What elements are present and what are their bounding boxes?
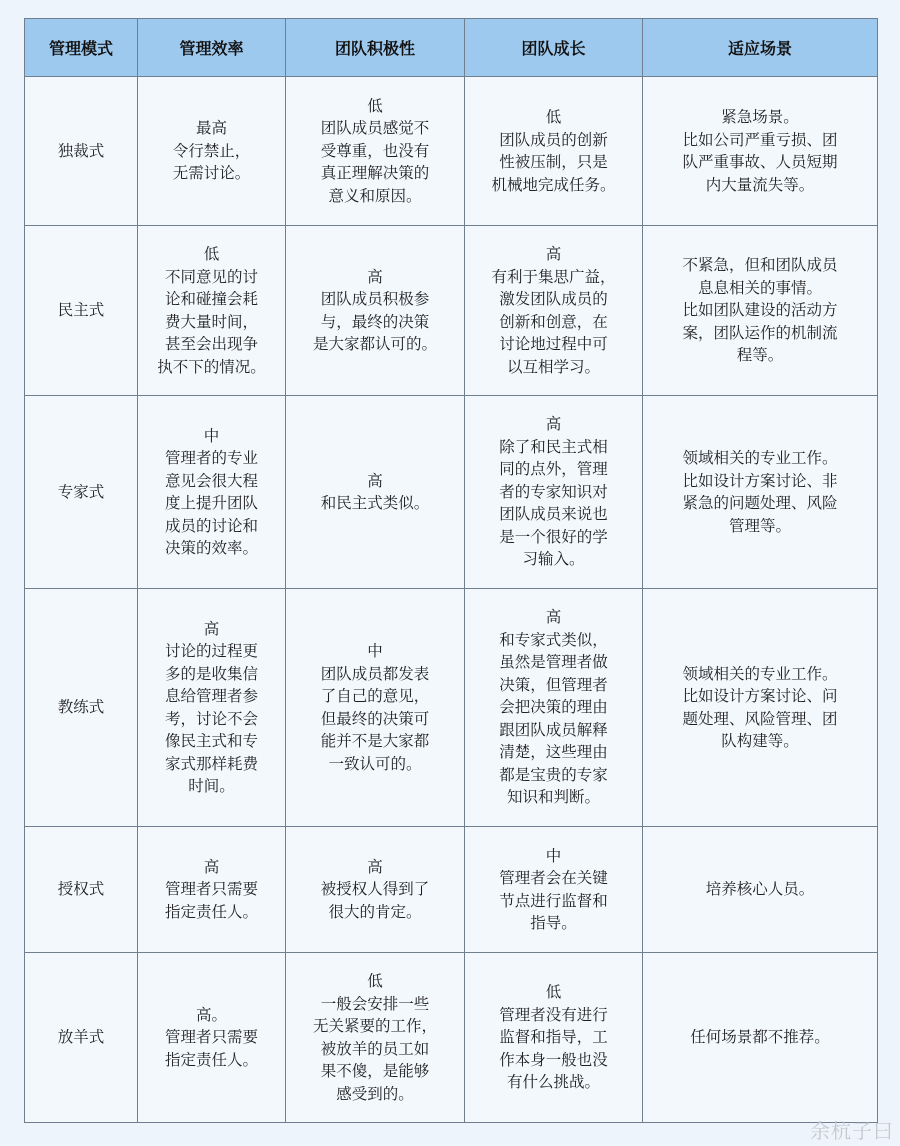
scenario-cell [643,589,878,827]
comparison-table-container [24,18,878,1123]
scenario-cell [643,77,878,226]
growth-cell [465,589,643,827]
efficiency-cell [138,77,286,226]
table-row [25,589,878,827]
growth-text: 中 管理者会在关键 节点进行监督和 指导。 [499,846,608,932]
mode-cell [25,226,138,396]
efficiency-cell [138,589,286,827]
efficiency-text: 低 不同意见的讨 论和碰撞会耗 费大量时间， 甚至会出现争 执不下的情况。 [157,245,266,376]
header-scenario: 适应场景 [643,19,878,77]
header-row [25,19,878,77]
mode-text: 民主式 [57,301,105,320]
morale-cell [286,589,465,827]
growth-text: 高 除了和民主式相 同的点外，管理 者的专家知识对 团队成员来说也 是一个很好的学 习输入。 [499,415,608,569]
efficiency-text: 高。 管理者只需要 指定责任人。 [164,1005,258,1069]
morale-text: 高 被授权人得到了 很大的肯定。 [320,857,430,921]
efficiency-text: 高 管理者只需要 指定责任人。 [164,857,258,921]
efficiency-cell [138,396,286,589]
mode-cell [25,589,138,827]
table-row [25,827,878,953]
table-row [25,226,878,396]
header-mode: 管理模式 [25,19,138,77]
morale-cell [286,226,465,396]
watermark: 余杭子曰 [810,1119,894,1143]
mode-text: 教练式 [57,698,105,717]
morale-text: 高 和民主式类似。 [320,471,430,512]
scenario-text: 不紧急，但和团队成员 息息相关的事情。 比如团队建设的活动方 案，团队运作的机制流 程等。 [682,256,838,365]
header-morale: 团队积极性 [286,19,465,77]
morale-text: 低 团队成员感觉不 受尊重，也没有 真正理解决策的 意义和原因。 [320,96,430,205]
morale-cell [286,396,465,589]
morale-cell [286,953,465,1123]
efficiency-cell [138,827,286,953]
efficiency-text: 高 讨论的过程更 多的是收集信 息给管理者参 考，讨论不会 像民主式和专 家式那样耗费 时间。 [164,619,258,795]
scenario-text: 领域相关的专业工作。 比如设计方案讨论、问 题处理、风险管理、团 队构建等。 [682,664,838,750]
scenario-text: 任何场景都不推荐。 [690,1028,830,1047]
scenario-text: 领域相关的专业工作。 比如设计方案讨论、非 紧急的问题处理、风险 管理等。 [682,449,838,535]
growth-text: 高 和专家式类似， 虽然是管理者做 决策，但管理者 会把决策的理由 跟团队成员解释 清楚，这些理由 都是宝贵的专家 知识和判断。 [499,608,608,807]
scenario-cell [643,827,878,953]
efficiency-cell [138,226,286,396]
mode-text: 授权式 [57,880,105,899]
scenario-cell [643,953,878,1123]
morale-cell [286,77,465,226]
scenario-cell [643,396,878,589]
management-style-table [24,18,878,1123]
mode-text: 放羊式 [57,1028,105,1047]
mode-text: 独裁式 [57,141,105,160]
mode-cell [25,953,138,1123]
growth-text: 高 有利于集思广益， 激发团队成员的 创新和创意，在 讨论地过程中可 以互相学习。 [491,245,616,376]
growth-text: 低 管理者没有进行 监督和指导，工 作本身一般也没 有什么挑战。 [499,983,608,1092]
mode-cell [25,396,138,589]
efficiency-cell [138,953,286,1123]
mode-cell [25,827,138,953]
morale-text: 中 团队成员都发表 了自己的意见， 但最终的决策可 能并不是大家都 一致认可的。 [320,642,430,773]
growth-cell [465,226,643,396]
growth-cell [465,953,643,1123]
morale-text: 低 一般会安排一些 无关紧要的工作， 被放羊的员工如 果不傻，是能够 感受到的。 [312,972,437,1103]
mode-cell [25,77,138,226]
scenario-text: 培养核心人员。 [705,880,815,899]
table-row [25,953,878,1123]
header-efficiency: 管理效率 [138,19,286,77]
efficiency-text: 最高 令行禁止， 无需讨论。 [172,119,251,183]
mode-text: 专家式 [57,482,105,501]
growth-cell [465,396,643,589]
scenario-text: 紧急场景。 比如公司严重亏损、团 队严重事故、人员短期 内大量流失等。 [682,108,838,194]
header-growth: 团队成长 [465,19,643,77]
growth-cell [465,827,643,953]
scenario-cell [643,226,878,396]
morale-cell [286,827,465,953]
morale-text: 高 团队成员积极参 与，最终的决策 是大家都认可的。 [312,267,437,353]
growth-cell [465,77,643,226]
table-row [25,396,878,589]
efficiency-text: 中 管理者的专业 意见会很大程 度上提升团队 成员的讨论和 决策的效率。 [164,426,258,557]
table-row [25,77,878,226]
growth-text: 低 团队成员的创新 性被压制，只是 机械地完成任务。 [491,108,616,194]
